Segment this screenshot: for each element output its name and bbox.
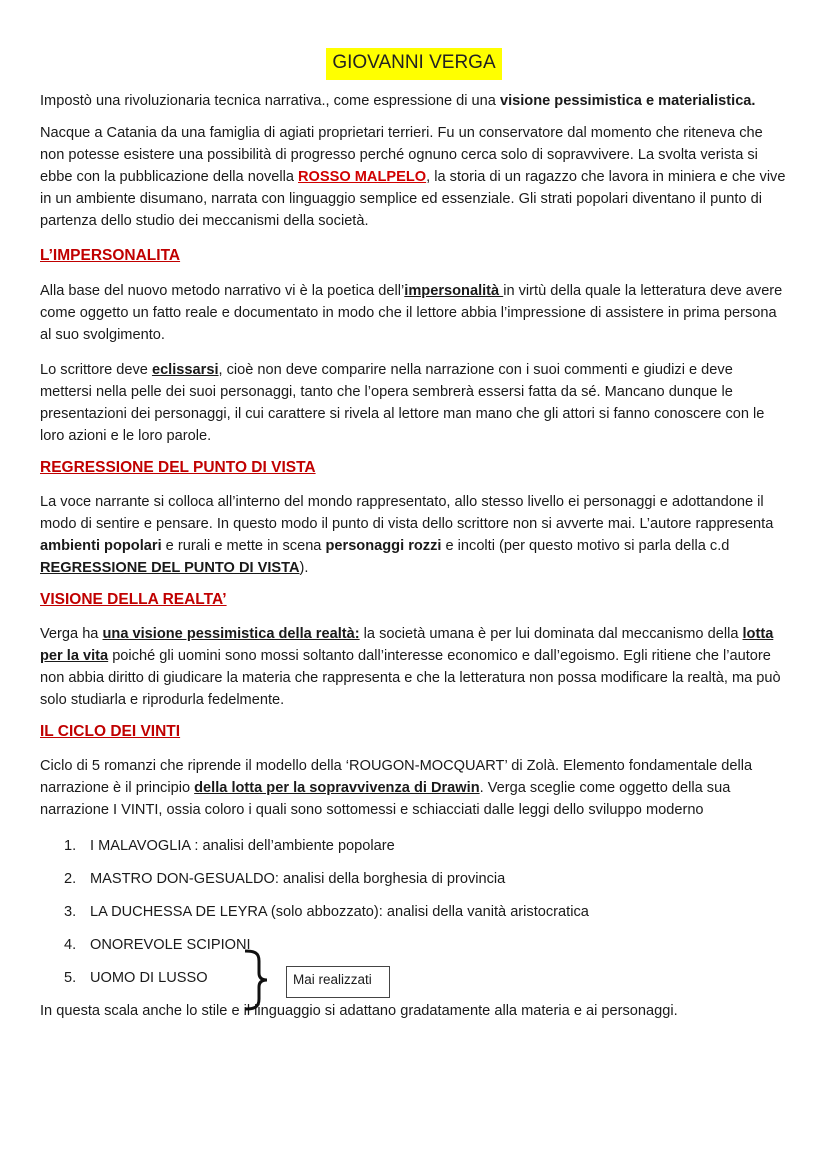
list-text: ONOREVOLE SCIPIONI: [90, 937, 251, 953]
list-number: 4.: [64, 937, 77, 953]
imp-bold-2: eclissarsi: [151, 362, 219, 378]
reg-text-e: ).: [299, 560, 309, 576]
ciclo-paragraph: [40, 755, 788, 821]
bio-paragraph: [40, 122, 788, 232]
list-number: 1.: [64, 838, 77, 854]
reg-text-a: La voce narrante si colloca all’interno del mondo rappresentato, allo stesso livello ei personaggi e adottandone il modo di sentire e pensare. In questo modo il punto di vista dello scrittore non si avverte mai. L’autore rappresenta: [40, 494, 774, 532]
reg-bold-2: personaggi rozzi: [325, 538, 442, 554]
intro-text: Impostò una rivoluzionaria tecnica narrativa., come espressione di una: [40, 93, 500, 109]
list-number: 5.: [64, 970, 77, 986]
heading-regressione: REGRESSIONE DEL PUNTO DI VISTA: [40, 459, 316, 476]
intro-paragraph: [40, 90, 788, 112]
reg-bold-1: ambienti popolari: [40, 538, 162, 554]
imp-text-2b: , cioè non deve comparire nella narrazione con i suoi commenti e giudizi e deve mettersi nella pelle dei suoi personaggi, tanto che l’opera sembrerà essersi fatta da sé. Mancano dunque le presentazioni dei personaggi, il cui carattere si rivela al lettore man mano che gli attori si fanno conoscere con le loro azioni e le loro parole.: [40, 362, 765, 444]
list-item: [64, 901, 788, 923]
impersonalita-paragraph-2: [40, 359, 788, 447]
list-text: I MALAVOGLIA : analisi dell’ambiente popolare: [90, 838, 395, 854]
heading-visione: VISIONE DELLA REALTA’: [40, 591, 227, 608]
intro-bold: visione pessimistica e materialistica.: [499, 93, 756, 109]
vis-bold-underline-2: lotta per la vita: [40, 626, 774, 664]
list-item: [64, 967, 788, 989]
title-wrap: [40, 48, 788, 80]
heading-impersonalita: L’IMPERSONALITA: [40, 247, 181, 264]
list-item: [64, 934, 788, 956]
note-box: Mai realizzati: [286, 966, 390, 998]
visione-paragraph: [40, 623, 788, 711]
imp-text-1a: Alla base del nuovo metodo narrativo vi è la poetica dell’: [40, 283, 405, 299]
imp-bold-1: impersonalità: [404, 283, 504, 299]
page-title: GIOVANNI VERGA: [326, 48, 501, 80]
vis-bold-underline-1: una visione pessimistica della realtà:: [102, 626, 360, 642]
vis-text-b: la società umana è per lui dominata dal meccanismo della: [359, 626, 743, 642]
vis-text-a: Verga ha: [40, 626, 103, 642]
list-number: 3.: [64, 904, 77, 920]
cic-bold-underline: della lotta per la sopravvivenza di Drawin: [194, 780, 480, 796]
rosso-malpelo-highlight: ROSSO MALPELO: [298, 169, 427, 185]
cic-text-a: Ciclo di 5 romanzi che riprende il modello della ‘ROUGON-MOCQUART’ di Zolà. Elemento fondamentale della narrazione è il principio: [40, 758, 753, 796]
reg-text-c: e rurali e mette in scena: [161, 538, 326, 554]
vis-text-c: poiché gli uomini sono mossi soltanto dall’interesse economico e dall’egoismo. Egli ritiene che l’autore non abbia diritto di giudicare la materia che rappresenta e che la letteratura non possa modificare la realtà, ma può solo studiarla e riprodurla fedelmente.: [40, 648, 781, 708]
list-item: [64, 868, 788, 890]
list-text: UOMO DI LUSSO: [90, 970, 208, 986]
regressione-paragraph: [40, 491, 788, 579]
imp-text-2a: Lo scrittore deve: [40, 362, 152, 378]
list-text: MASTRO DON-GESUALDO: analisi della borghesia di provincia: [90, 871, 506, 887]
bio-text-2: , la storia di un ragazzo che lavora in miniera e che vive in un ambiente disumano, narrata con linguaggio semplice ed essenziale. Gli strati popolari diventano il punto di partenza dello studio dei meccanismi della società.: [40, 169, 786, 229]
impersonalita-paragraph-1: [40, 280, 788, 346]
curly-brace-icon: [243, 949, 269, 1011]
reg-text-d: e incolti (per questo motivo si parla della c.d: [441, 538, 730, 554]
list-item: [64, 835, 788, 857]
imp-text-1b: in virtù della quale la letteratura deve avere come oggetto un fatto reale e documentato in modo che il lettore abbia l’impressione di assistere in prima persona al suo svolgimento.: [40, 283, 783, 343]
cic-text-b: . Verga sceglie come oggetto della sua narrazione I VINTI, ossia coloro i quali sono sottomessi e schiacciati dalle leggi dello sviluppo moderno: [40, 780, 731, 818]
bio-text-1: Nacque a Catania da una famiglia di agiati proprietari terrieri. Fu un conservatore dal momento che riteneva che non potesse esistere una possibilità di progresso perché ognuno cerca solo di sopravvivere. La svolta verista si ebbe con la pubblicazione della novella: [40, 125, 763, 185]
closing-paragraph: In questa scala anche lo stile e il linguaggio si adattano gradatamente alla materia e ai personaggi.: [40, 1003, 678, 1019]
list-text: LA DUCHESSA DE LEYRA (solo abbozzato): analisi della vanità aristocratica: [90, 904, 589, 920]
document-page: [40, 0, 788, 1022]
heading-ciclo: IL CICLO DEI VINTI: [40, 723, 181, 740]
list-number: 2.: [64, 871, 77, 887]
novels-list: [40, 835, 788, 989]
reg-bold-underline: REGRESSIONE DEL PUNTO DI VISTA: [40, 560, 300, 576]
